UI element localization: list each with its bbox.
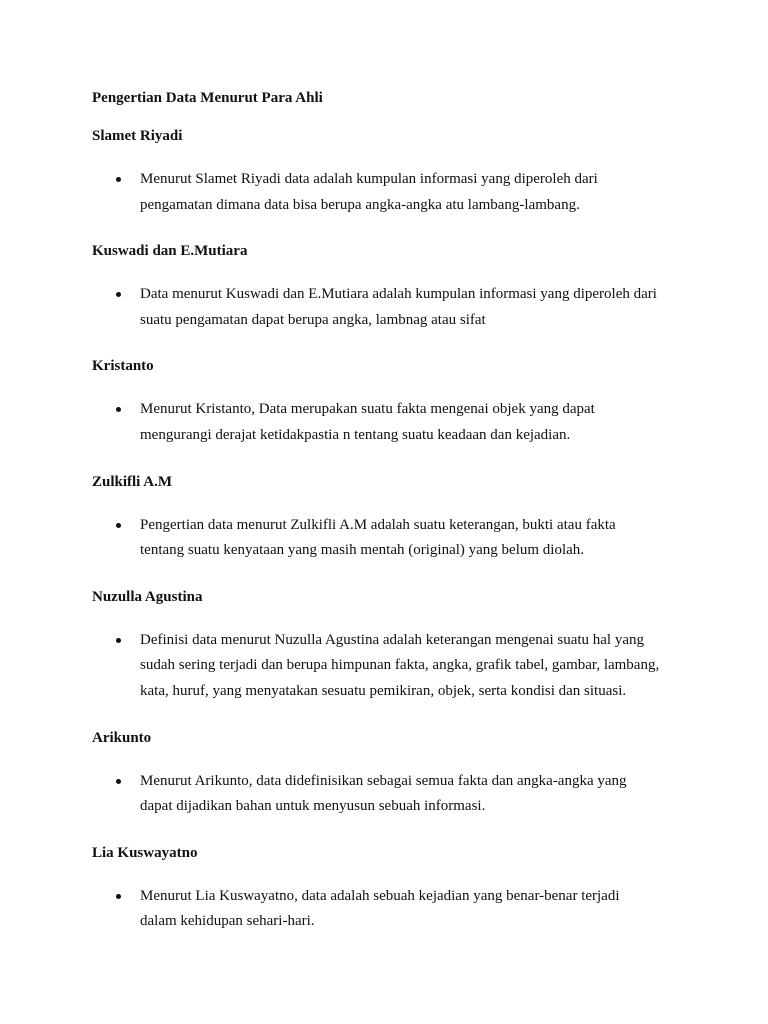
bullet-icon <box>116 292 121 297</box>
section-heading: Slamet Riyadi <box>92 128 183 144</box>
bullet-icon <box>116 779 121 784</box>
document-content <box>92 88 692 958</box>
bullet-icon <box>116 407 121 412</box>
list-item <box>92 167 640 218</box>
section-slamet-riyadi <box>92 126 692 218</box>
list-item-text: Definisi data menurut Nuzulla Agustina adalah keterangan mengenai suatu hal yang sudah sering terjadi dan berupa himpunan fakta, angka, grafik tabel, gambar, lambang, kata, huruf, yang menyatakan sesuatu pemikiran, objek, serta kondisi dan situasi. <box>140 631 660 699</box>
list-item-text: Menurut Arikunto, data didefinisikan sebagai semua fakta dan angka-angka yang dapat dijadikan bahan untuk menyusun sebuah informasi. <box>140 772 627 815</box>
bullet-list <box>92 884 692 935</box>
section-arikunto <box>92 728 692 820</box>
list-item <box>92 397 640 448</box>
list-item-text: Data menurut Kuswadi dan E.Mutiara adalah kumpulan informasi yang diperoleh dari suatu pengamatan dapat berupa angka, lambnag atau sifat <box>140 286 657 328</box>
section-heading: Arikunto <box>92 729 152 746</box>
section-kuswadi-mutiara <box>92 241 692 333</box>
section-heading: Lia Kuswayatno <box>92 844 198 861</box>
bullet-icon <box>116 894 121 899</box>
section-heading: Zulkifli A.M <box>92 473 173 490</box>
list-item <box>92 282 680 333</box>
list-item-text: Menurut Slamet Riyadi data adalah kumpulan informasi yang diperoleh dari pengamatan dimana data bisa berupa angka-angka atu lambang-lambang. <box>140 171 598 213</box>
section-lia-kuswayatno <box>92 843 692 935</box>
bullet-icon <box>116 177 121 182</box>
bullet-list <box>92 769 692 820</box>
section-zulkifli <box>92 472 692 564</box>
section-heading: Kuswadi dan E.Mutiara <box>92 243 248 260</box>
list-item-text: Menurut Lia Kuswayatno, data adalah sebuah kejadian yang benar-benar terjadi dalam kehidupan sehari-hari. <box>140 887 620 930</box>
section-nuzulla-agustina <box>92 587 692 705</box>
bullet-icon <box>116 638 121 643</box>
bullet-list <box>92 397 692 448</box>
list-item <box>92 513 660 564</box>
bullet-list <box>92 282 692 333</box>
section-kristanto <box>92 356 692 448</box>
bullet-list <box>92 513 692 564</box>
bullet-list <box>92 628 692 705</box>
list-item-text: Menurut Kristanto, Data merupakan suatu fakta mengenai objek yang dapat mengurangi derajat ketidakpastia n tentang suatu keadaan dan kejadian. <box>140 401 595 443</box>
list-item <box>92 884 650 935</box>
bullet-icon <box>116 523 121 528</box>
document-title: Pengertian Data Menurut Para Ahli <box>92 90 323 106</box>
section-heading: Kristanto <box>92 358 154 375</box>
bullet-list <box>92 167 692 218</box>
section-heading: Nuzulla Agustina <box>92 588 203 605</box>
list-item <box>92 628 670 705</box>
list-item <box>92 769 650 820</box>
list-item-text: Pengertian data menurut Zulkifli A.M adalah suatu keterangan, bukti atau fakta tentang suatu kenyataan yang masih mentah (original) yang belum diolah. <box>140 516 616 559</box>
